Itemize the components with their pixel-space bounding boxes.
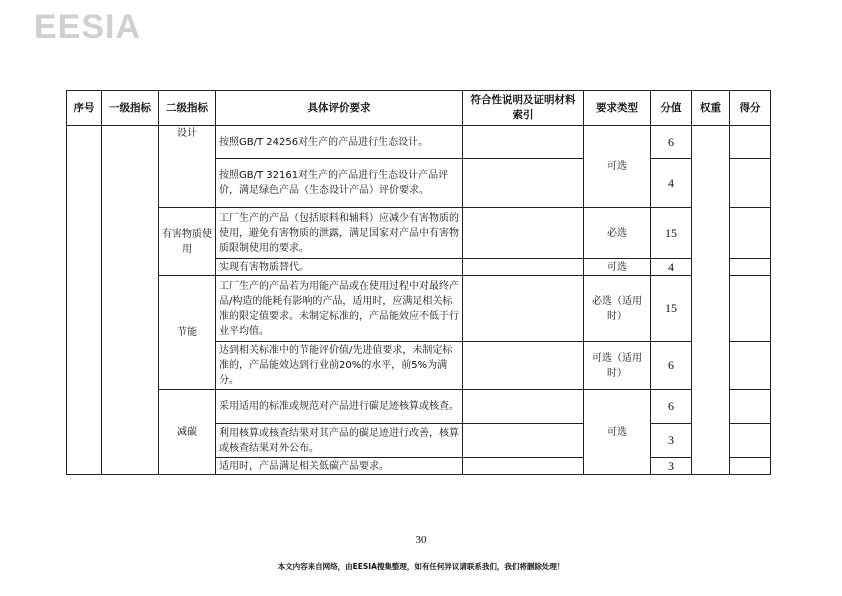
- score-cell: 4: [651, 259, 692, 276]
- header-level1: 一级指标: [102, 91, 159, 126]
- points-cell: [730, 458, 771, 475]
- requirement-cell: 按照GB/T 24256对生产的产品进行生态设计。: [216, 126, 463, 159]
- header-points: 得分: [730, 91, 771, 126]
- weight-cell: [692, 126, 730, 475]
- score-cell: 15: [651, 208, 692, 259]
- type-cell: 必选（适用时）: [584, 276, 651, 342]
- requirement-cell: 利用核算或核查结果对其产品的碳足迹进行改善，核算或核查结果对外公布。: [216, 424, 463, 458]
- requirement-cell: 适用时，产品满足相关低碳产品要求。: [216, 458, 463, 475]
- score-cell: 3: [651, 458, 692, 475]
- score-cell: 6: [651, 342, 692, 390]
- evidence-cell: [463, 276, 584, 342]
- points-cell: [730, 424, 771, 458]
- header-level2: 二级指标: [159, 91, 216, 126]
- score-cell: 3: [651, 424, 692, 458]
- requirement-cell: 采用适用的标准或规范对产品进行碳足迹核算或核查。: [216, 390, 463, 424]
- table-row: [67, 276, 771, 342]
- points-cell: [730, 342, 771, 390]
- header-row: [67, 91, 771, 126]
- table-row: [67, 390, 771, 424]
- level1-cell: [102, 126, 159, 475]
- category-carbon: 减碳: [159, 390, 216, 475]
- points-cell: [730, 159, 771, 208]
- header-seq: 序号: [67, 91, 102, 126]
- points-cell: [730, 208, 771, 259]
- type-cell: 可选（适用时）: [584, 342, 651, 390]
- evidence-cell: [463, 208, 584, 259]
- type-cell: 可选: [584, 390, 651, 475]
- score-cell: 6: [651, 126, 692, 159]
- score-cell: 6: [651, 390, 692, 424]
- category-design: 设计: [159, 126, 216, 208]
- evidence-cell: [463, 342, 584, 390]
- type-cell: 可选: [584, 259, 651, 276]
- score-cell: 15: [651, 276, 692, 342]
- requirement-cell: 达到相关标准中的节能评价值/先进值要求，未制定标准的，产品能效达到行业前20%的水平，前5%为满分。: [216, 342, 463, 390]
- requirement-cell: 实现有害物质替代。: [216, 259, 463, 276]
- points-cell: [730, 276, 771, 342]
- category-energy: 节能: [159, 276, 216, 390]
- requirement-cell: 工厂生产的产品（包括原料和辅料）应减少有害物质的使用，避免有害物质的泄露，满足国家对产品中有害物质限制使用的要求。: [216, 208, 463, 259]
- evidence-cell: [463, 259, 584, 276]
- page-number: 30: [415, 534, 427, 546]
- header-requirement: 具体评价要求: [216, 91, 463, 126]
- score-cell: 4: [651, 159, 692, 208]
- seq-cell: [67, 126, 102, 475]
- requirement-cell: 工厂生产的产品若为用能产品或在使用过程中对最终产品/构造的能耗有影响的产品，适用时，应满足相关标准的限定值要求。未制定标准的，产品能效应不低于行业平均值。: [216, 276, 463, 342]
- type-cell: 可选: [584, 126, 651, 208]
- header-weight: 权重: [692, 91, 730, 126]
- points-cell: [730, 390, 771, 424]
- header-evidence: 符合性说明及证明材料索引: [463, 91, 584, 126]
- table-row: [67, 208, 771, 259]
- evidence-cell: [463, 126, 584, 159]
- evidence-cell: [463, 458, 584, 475]
- header-score: 分值: [651, 91, 692, 126]
- eesia-logo: EESIA: [34, 8, 142, 46]
- evidence-cell: [463, 159, 584, 208]
- footer-disclaimer: 本文内容来自网络，由EESIA搜集整理，如有任何异议请联系我们，我们将删除处理！: [277, 562, 565, 571]
- evidence-cell: [463, 424, 584, 458]
- requirement-cell: 按照GB/T 32161对生产的产品进行生态设计产品评价，满足绿色产品（生态设计产品）评价要求。: [216, 159, 463, 208]
- table-row: [67, 126, 771, 159]
- header-type: 要求类型: [584, 91, 651, 126]
- points-cell: [730, 126, 771, 159]
- evidence-cell: [463, 390, 584, 424]
- type-cell: 必选: [584, 208, 651, 259]
- evaluation-table: [66, 90, 771, 475]
- category-hazard: 有害物质使用: [159, 208, 216, 276]
- points-cell: [730, 259, 771, 276]
